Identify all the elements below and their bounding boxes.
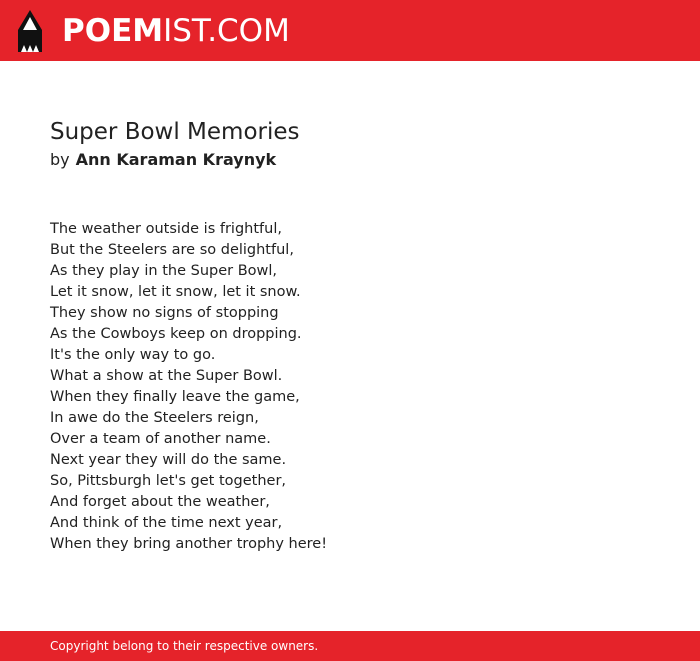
- poem-line: When they finally leave the game,: [50, 389, 300, 405]
- by-label: by: [50, 150, 70, 169]
- poem-line: The weather outside is frightful,: [50, 221, 282, 237]
- site-logo[interactable]: [62, 12, 290, 50]
- poem-line: It's the only way to go.: [50, 347, 216, 363]
- poem-line: As the Cowboys keep on dropping.: [50, 326, 302, 342]
- logo-light-text: IST.COM: [163, 13, 290, 49]
- site-footer: [0, 631, 700, 661]
- logo-bold-text: POEM: [62, 13, 164, 49]
- poem-line: So, Pittsburgh let's get together,: [50, 473, 287, 489]
- poem-title: Super Bowl Memories: [50, 119, 300, 145]
- poem-line: What a show at the Super Bowl.: [50, 368, 283, 384]
- author-name[interactable]: Ann Karaman Kraynyk: [75, 150, 277, 169]
- poem-line: Next year they will do the same.: [50, 452, 287, 468]
- poem-line: And think of the time next year,: [50, 515, 283, 531]
- poem-line: But the Steelers are so delightful,: [50, 242, 294, 258]
- pen-nib-icon: [18, 10, 42, 52]
- byline: [50, 149, 650, 171]
- poem-line: Let it snow, let it snow, let it snow.: [50, 284, 301, 300]
- site-header: [0, 0, 700, 61]
- poem-line: Over a team of another name.: [50, 431, 271, 447]
- poem-content: [50, 117, 650, 555]
- poem-body: [50, 219, 650, 555]
- copyright-notice: Copyright belong to their respective owners.: [50, 639, 319, 653]
- poem-line: They show no signs of stopping: [50, 305, 279, 321]
- poem-line: In awe do the Steelers reign,: [50, 410, 259, 426]
- poem-line: When they bring another trophy here!: [50, 536, 328, 552]
- poem-line: As they play in the Super Bowl,: [50, 263, 278, 279]
- poem-line: And forget about the weather,: [50, 494, 270, 510]
